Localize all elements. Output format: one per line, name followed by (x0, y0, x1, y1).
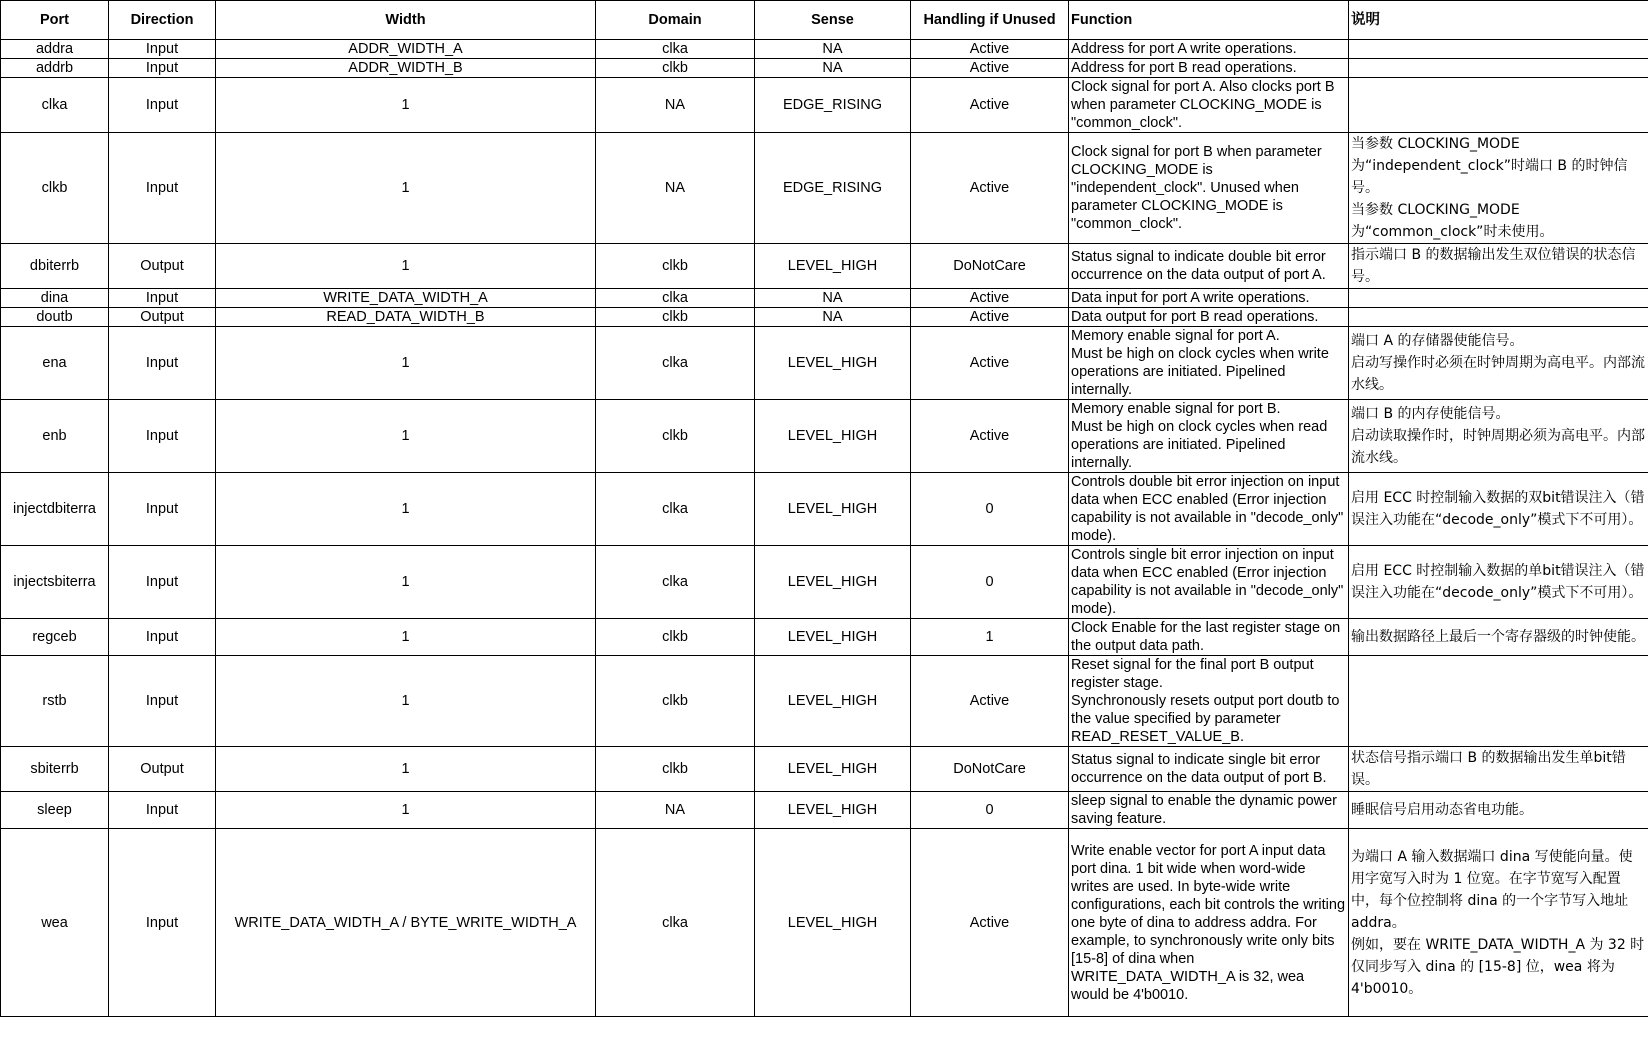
handling-cell: Active (911, 59, 1069, 78)
sense-cell: NA (755, 40, 911, 59)
domain-cell: clka (596, 546, 755, 619)
domain-cell: clkb (596, 400, 755, 473)
domain-cell: clka (596, 829, 755, 1017)
sense-cell: NA (755, 59, 911, 78)
domain-cell: clkb (596, 619, 755, 656)
table-row (1, 308, 1648, 327)
port-cell: regceb (1, 619, 109, 656)
sense-cell: LEVEL_HIGH (755, 747, 911, 792)
handling-cell: Active (911, 308, 1069, 327)
width-cell: 1 (216, 133, 596, 244)
port-cell: clkb (1, 133, 109, 244)
port-cell: doutb (1, 308, 109, 327)
handling-cell: Active (911, 327, 1069, 400)
table-row (1, 546, 1648, 619)
sense-cell: NA (755, 308, 911, 327)
header-direction: Direction (109, 1, 216, 40)
function-cell: Status signal to indicate double bit error occurrence on the data output of port A. (1069, 244, 1349, 289)
width-cell: 1 (216, 473, 596, 546)
function-cell: Memory enable signal for port B. Must be high on clock cycles when read operations are initiated. Pipelined internally. (1069, 400, 1349, 473)
handling-cell: 0 (911, 546, 1069, 619)
table-row (1, 619, 1648, 656)
port-cell: injectdbiterra (1, 473, 109, 546)
table-row (1, 829, 1648, 1017)
note-cell: 睡眠信号启用动态省电功能。 (1349, 792, 1648, 829)
width-cell: 1 (216, 792, 596, 829)
handling-cell: Active (911, 400, 1069, 473)
note-cell (1349, 40, 1648, 59)
note-cell (1349, 656, 1648, 747)
width-cell: 1 (216, 244, 596, 289)
width-cell: 1 (216, 400, 596, 473)
function-cell: Clock Enable for the last register stage on the output data path. (1069, 619, 1349, 656)
direction-cell: Input (109, 546, 216, 619)
direction-cell: Input (109, 327, 216, 400)
port-cell: dina (1, 289, 109, 308)
table-row (1, 244, 1648, 289)
function-cell: sleep signal to enable the dynamic power saving feature. (1069, 792, 1349, 829)
domain-cell: clkb (596, 308, 755, 327)
table-row (1, 59, 1648, 78)
handling-cell: Active (911, 289, 1069, 308)
sense-cell: LEVEL_HIGH (755, 619, 911, 656)
port-cell: injectsbiterra (1, 546, 109, 619)
direction-cell: Input (109, 619, 216, 656)
note-cell (1349, 78, 1648, 133)
domain-cell: NA (596, 792, 755, 829)
function-cell: Memory enable signal for port A. Must be high on clock cycles when write operations are initiated. Pipelined internally. (1069, 327, 1349, 400)
width-cell: 1 (216, 619, 596, 656)
note-cell: 状态信号指示端口 B 的数据输出发生单bit错误。 (1349, 747, 1648, 792)
table-row (1, 289, 1648, 308)
function-cell: Data input for port A write operations. (1069, 289, 1349, 308)
header-function: Function (1069, 1, 1349, 40)
note-cell (1349, 59, 1648, 78)
width-cell: 1 (216, 656, 596, 747)
note-cell: 当参数 CLOCKING_MODE 为“independent_clock”时端口 B 的时钟信号。 当参数 CLOCKING_MODE 为“common_clock”时未使用。 (1349, 133, 1648, 244)
sense-cell: NA (755, 289, 911, 308)
sense-cell: LEVEL_HIGH (755, 400, 911, 473)
table-row (1, 78, 1648, 133)
function-cell: Write enable vector for port A input data port dina. 1 bit wide when word-wide writes are used. In byte-wide write configurations, each bit controls the writing one byte of dina to address addra. For example, to synchronously write only bits [15-8] of dina when WRITE_DATA_WIDTH_A is 32, wea would be 4'b0010. (1069, 829, 1349, 1017)
function-cell: Clock signal for port B when parameter CLOCKING_MODE is "independent_clock". Unused when parameter CLOCKING_MODE is "common_clock". (1069, 133, 1349, 244)
note-cell: 输出数据路径上最后一个寄存器级的时钟使能。 (1349, 619, 1648, 656)
header-handling: Handling if Unused (911, 1, 1069, 40)
function-cell: Status signal to indicate single bit error occurrence on the data output of port B. (1069, 747, 1349, 792)
note-cell: 端口 B 的内存使能信号。 启动读取操作时，时钟周期必须为高电平。内部流水线。 (1349, 400, 1648, 473)
function-cell: Clock signal for port A. Also clocks port B when parameter CLOCKING_MODE is "common_clock". (1069, 78, 1349, 133)
sense-cell: LEVEL_HIGH (755, 473, 911, 546)
header-width: Width (216, 1, 596, 40)
domain-cell: NA (596, 133, 755, 244)
table-row (1, 133, 1648, 244)
port-cell: ena (1, 327, 109, 400)
width-cell: ADDR_WIDTH_B (216, 59, 596, 78)
direction-cell: Input (109, 473, 216, 546)
port-cell: clka (1, 78, 109, 133)
sense-cell: LEVEL_HIGH (755, 792, 911, 829)
width-cell: 1 (216, 546, 596, 619)
handling-cell: 0 (911, 792, 1069, 829)
header-domain: Domain (596, 1, 755, 40)
port-cell: dbiterrb (1, 244, 109, 289)
domain-cell: clka (596, 473, 755, 546)
handling-cell: 1 (911, 619, 1069, 656)
port-cell: wea (1, 829, 109, 1017)
direction-cell: Input (109, 289, 216, 308)
function-cell: Data output for port B read operations. (1069, 308, 1349, 327)
note-cell: 端口 A 的存储器使能信号。 启动写操作时必须在时钟周期为高电平。内部流水线。 (1349, 327, 1648, 400)
port-cell: sbiterrb (1, 747, 109, 792)
header-note: 说明 (1349, 1, 1648, 40)
direction-cell: Output (109, 308, 216, 327)
handling-cell: Active (911, 133, 1069, 244)
direction-cell: Input (109, 792, 216, 829)
note-cell (1349, 289, 1648, 308)
handling-cell: DoNotCare (911, 244, 1069, 289)
function-cell: Reset signal for the final port B output register stage. Synchronously resets output port doutb to the value specified by parameter READ_RESET_VALUE_B. (1069, 656, 1349, 747)
sense-cell: LEVEL_HIGH (755, 656, 911, 747)
width-cell: ADDR_WIDTH_A (216, 40, 596, 59)
handling-cell: 0 (911, 473, 1069, 546)
domain-cell: clkb (596, 244, 755, 289)
direction-cell: Input (109, 400, 216, 473)
direction-cell: Output (109, 244, 216, 289)
header-row (1, 1, 1648, 40)
domain-cell: clkb (596, 747, 755, 792)
table-row (1, 656, 1648, 747)
table-row (1, 400, 1648, 473)
header-port: Port (1, 1, 109, 40)
note-cell: 指示端口 B 的数据输出发生双位错误的状态信号。 (1349, 244, 1648, 289)
sense-cell: EDGE_RISING (755, 78, 911, 133)
function-cell: Address for port A write operations. (1069, 40, 1349, 59)
width-cell: READ_DATA_WIDTH_B (216, 308, 596, 327)
direction-cell: Input (109, 59, 216, 78)
port-cell: rstb (1, 656, 109, 747)
domain-cell: clkb (596, 59, 755, 78)
note-cell (1349, 308, 1648, 327)
note-cell: 启用 ECC 时控制输入数据的双bit错误注入（错误注入功能在“decode_only”模式下不可用）。 (1349, 473, 1648, 546)
domain-cell: clka (596, 40, 755, 59)
handling-cell: Active (911, 829, 1069, 1017)
sense-cell: LEVEL_HIGH (755, 327, 911, 400)
function-cell: Controls single bit error injection on input data when ECC enabled (Error injection capability is not available in "decode_only" mode). (1069, 546, 1349, 619)
sense-cell: LEVEL_HIGH (755, 829, 911, 1017)
function-cell: Controls double bit error injection on input data when ECC enabled (Error injection capability is not available in "decode_only" mode). (1069, 473, 1349, 546)
handling-cell: Active (911, 78, 1069, 133)
header-sense: Sense (755, 1, 911, 40)
sense-cell: LEVEL_HIGH (755, 244, 911, 289)
domain-cell: clkb (596, 656, 755, 747)
sense-cell: EDGE_RISING (755, 133, 911, 244)
table-row (1, 792, 1648, 829)
table-row (1, 747, 1648, 792)
sense-cell: LEVEL_HIGH (755, 546, 911, 619)
width-cell: 1 (216, 747, 596, 792)
handling-cell: Active (911, 656, 1069, 747)
table-row (1, 40, 1648, 59)
direction-cell: Input (109, 133, 216, 244)
domain-cell: clka (596, 327, 755, 400)
table-row (1, 327, 1648, 400)
note-cell: 为端口 A 输入数据端口 dina 写使能向量。使用字宽写入时为 1 位宽。在字节宽写入配置中，每个位控制将 dina 的一个字节写入地址 addra。 例如，要在 WRITE_DATA_WIDTH_A 为 32 时仅同步写入 dina 的 [15-8] 位，wea 将为 4'b0010。 (1349, 829, 1648, 1017)
direction-cell: Input (109, 40, 216, 59)
port-cell: addra (1, 40, 109, 59)
direction-cell: Output (109, 747, 216, 792)
function-cell: Address for port B read operations. (1069, 59, 1349, 78)
direction-cell: Input (109, 829, 216, 1017)
width-cell: WRITE_DATA_WIDTH_A / BYTE_WRITE_WIDTH_A (216, 829, 596, 1017)
width-cell: WRITE_DATA_WIDTH_A (216, 289, 596, 308)
table-row (1, 473, 1648, 546)
domain-cell: NA (596, 78, 755, 133)
width-cell: 1 (216, 78, 596, 133)
note-cell: 启用 ECC 时控制输入数据的单bit错误注入（错误注入功能在“decode_only”模式下不可用）。 (1349, 546, 1648, 619)
handling-cell: DoNotCare (911, 747, 1069, 792)
domain-cell: clka (596, 289, 755, 308)
width-cell: 1 (216, 327, 596, 400)
port-cell: sleep (1, 792, 109, 829)
table-body (1, 40, 1648, 1017)
direction-cell: Input (109, 656, 216, 747)
port-cell: addrb (1, 59, 109, 78)
handling-cell: Active (911, 40, 1069, 59)
direction-cell: Input (109, 78, 216, 133)
port-cell: enb (1, 400, 109, 473)
